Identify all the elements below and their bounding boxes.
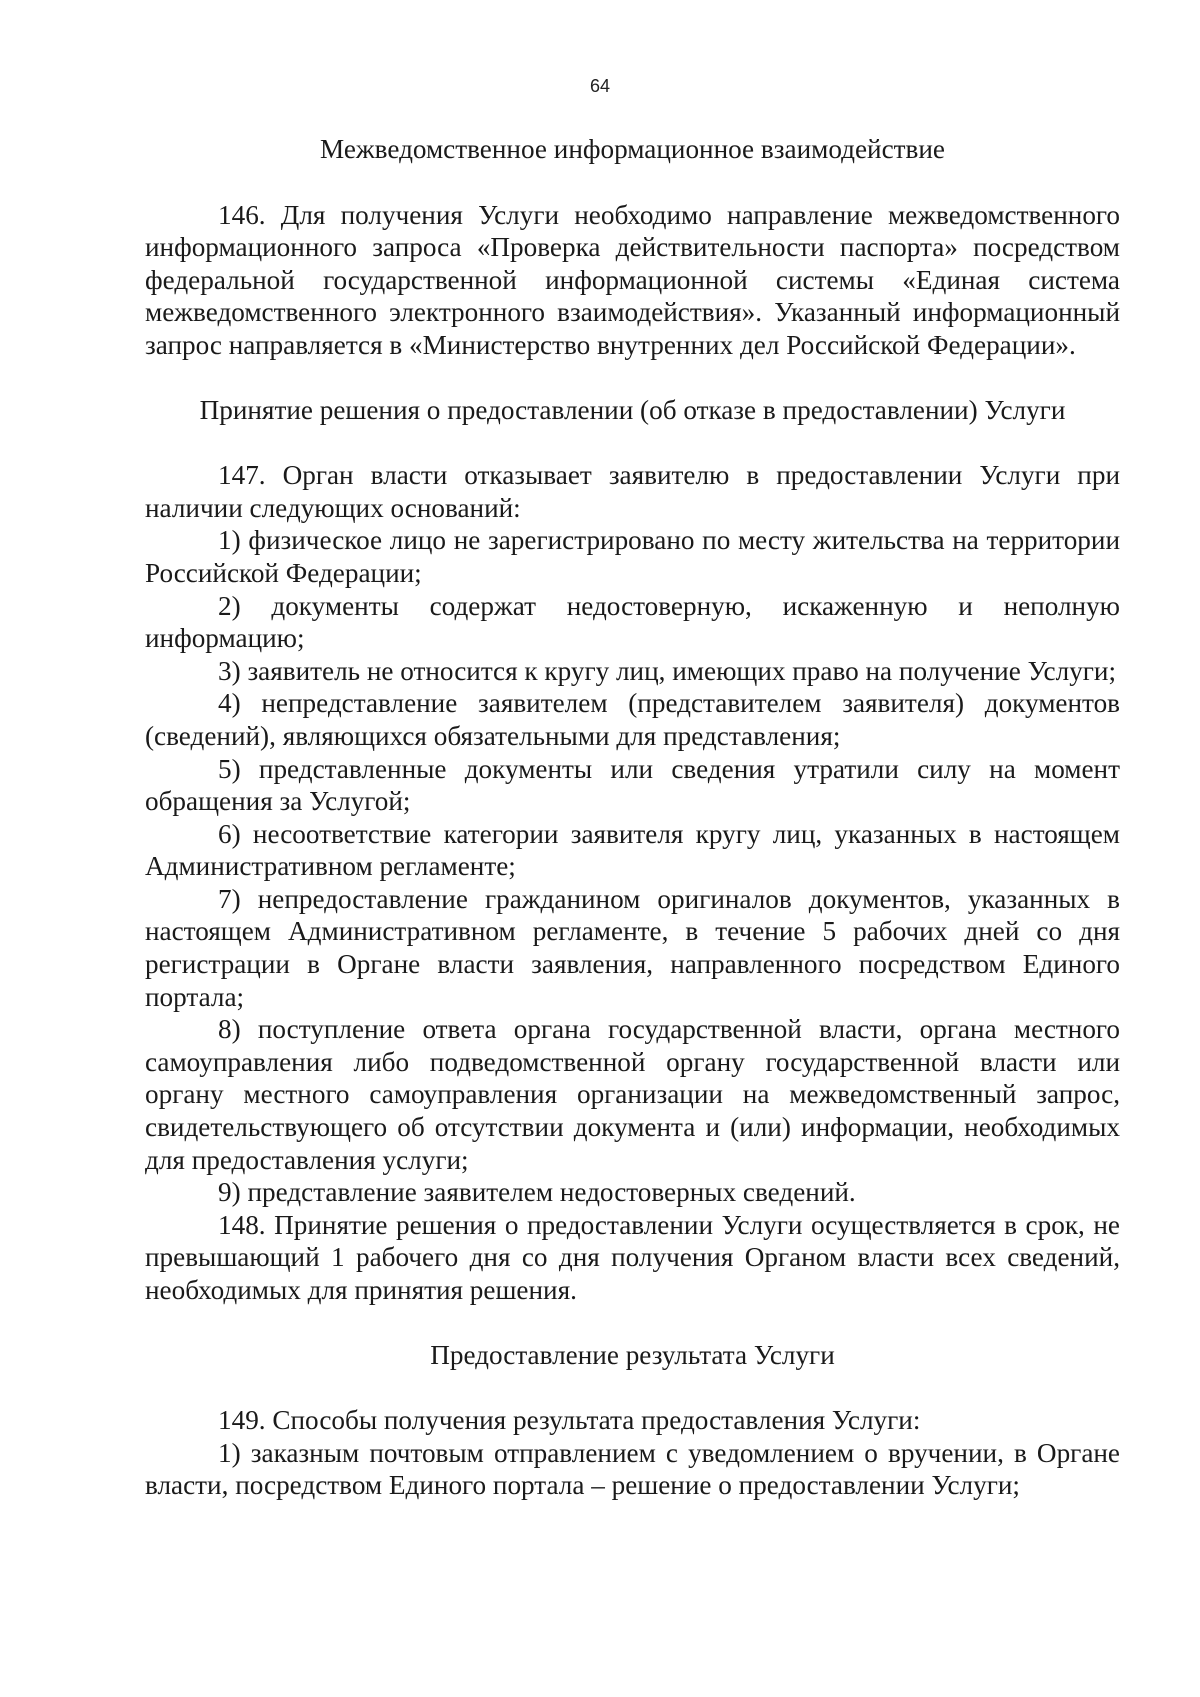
- section-heading-interagency: Межведомственное информационное взаимодействие: [320, 134, 945, 164]
- list-item: 8) поступление ответа органа государственной власти, органа местного самоуправления либо подведомственной органу государственной власти или органу местного самоуправления организации на межведомственный запрос, свидетельствующего об отсутствии документа и (или) информации, необходимых для предоставления услуги;: [145, 1014, 1120, 1175]
- list-item: 1) физическое лицо не зарегистрировано по месту жительства на территории Российской Федерации;: [145, 525, 1120, 588]
- section-heading-result: Предоставление результата Услуги: [430, 1339, 835, 1370]
- list-item: 4) непредставление заявителем (представителем заявителя) документов (сведений), являющихся обязательными для представления;: [145, 688, 1120, 751]
- page-number: 64: [589, 76, 611, 96]
- list-item: 2) документы содержат недостоверную, искаженную и неполную информацию;: [145, 590, 1120, 654]
- paragraph-146: 146. Для получения Услуги необходимо направление межведомственного информационного запроса «Проверка действительности паспорта» посредством федеральной государственной информационной системы «Единая система межведомственного электронного взаимодействия». Указанный информационный запрос направляется в «Министерство внутренних дел Российской Федерации».: [145, 199, 1120, 360]
- list-item: 3) заявитель не относится к кругу лиц, имеющих право на получение Услуги;: [218, 655, 1117, 686]
- list-item: 1) заказным почтовым отправлением с уведомлением о вручении, в Органе власти, посредством Единого портала – решение о предоставлении Услуги;: [145, 1437, 1120, 1501]
- document-body: [145, 133, 1120, 1502]
- section-heading-decision: Принятие решения о предоставлении (об отказе в предоставлении) Услуги: [199, 394, 1066, 425]
- list-item: 5) представленные документы или сведения утратили силу на момент обращения за Услугой;: [145, 753, 1120, 817]
- list-item: 6) несоответствие категории заявителя кругу лиц, указанных в настоящем Административном регламенте;: [145, 818, 1120, 882]
- paragraph-147: 147. Орган власти отказывает заявителю в предоставлении Услуги при наличии следующих оснований:: [145, 460, 1120, 523]
- list-item: 9) представление заявителем недостоверных сведений.: [218, 1177, 856, 1208]
- list-item: 7) непредоставление гражданином оригиналов документов, указанных в настоящем Административном регламенте, в течение 5 рабочих дней со дня регистрации в Органе власти заявления, направленного посредством Единого портала;: [145, 883, 1120, 1012]
- paragraph-149: 149. Способы получения результата предоставления Услуги:: [218, 1405, 921, 1436]
- paragraph-148: 148. Принятие решения о предоставлении Услуги осуществляется в срок, не превышающий 1 рабочего дня со дня получения Органом власти всех сведений, необходимых для принятия решения.: [145, 1209, 1120, 1305]
